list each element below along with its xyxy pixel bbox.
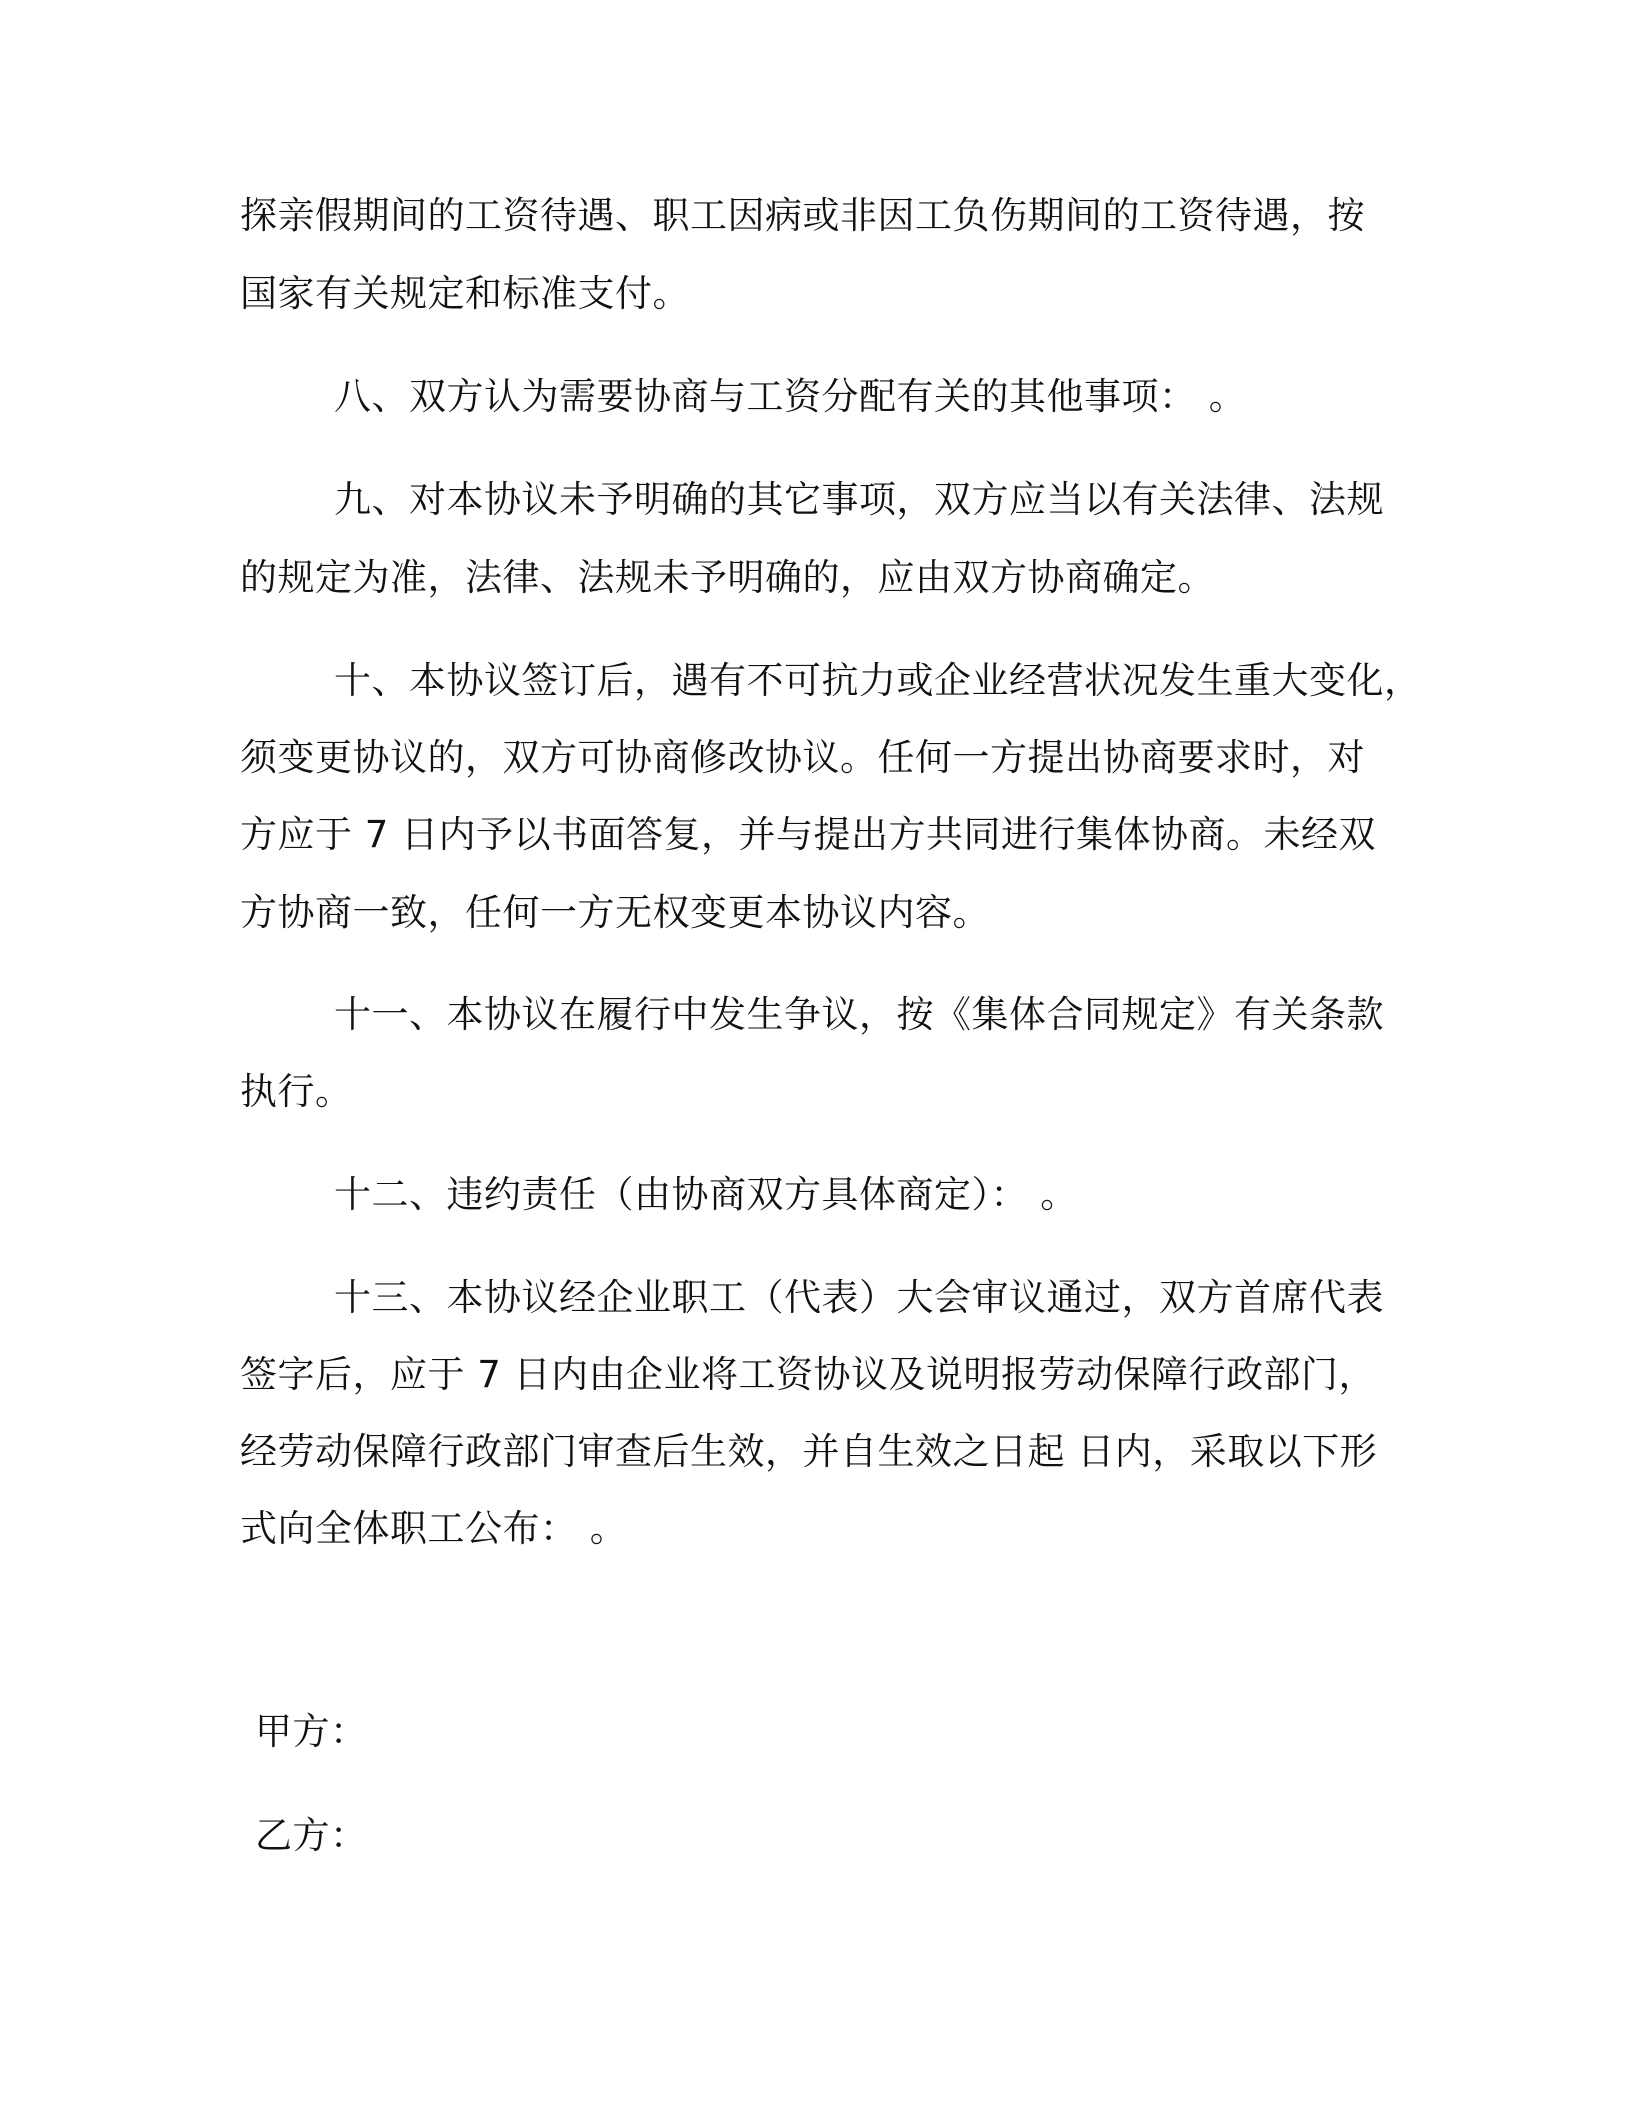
clause-13-line-2: 签字后，应于 7 日内由企业将工资协议及说明报劳动保障行政部门， (240, 1353, 1377, 1396)
clause-13-line-4: 式向全体职工公布： 。 (240, 1507, 628, 1550)
clause-9-line-1: 九、对本协议未予明确的其它事项，双方应当以有关法律、法规 (334, 478, 1384, 521)
clause-11-line-1: 十一、本协议在履行中发生争议，按《集体合同规定》有关条款 (334, 993, 1384, 1036)
clause-13-line-3: 经劳动保障行政部门审查后生效，并自生效之日起 日内，采取以下形 (240, 1430, 1378, 1473)
party-b-label: 乙方： (255, 1814, 368, 1857)
clause-11-line-2: 执行。 (240, 1070, 353, 1113)
clause-9-line-2: 的规定为准，法律、法规未予明确的，应由双方协商确定。 (240, 556, 1215, 599)
paragraph-7-line-3: 国家有关规定和标准支付。 (240, 272, 690, 315)
clause-12: 十二、违约责任（由协商双方具体商定）： 。 (334, 1173, 1078, 1216)
clause-8: 八、双方认为需要协商与工资分配有关的其他事项： 。 (334, 375, 1247, 418)
clause-10-line-4: 方协商一致，任何一方无权变更本协议内容。 (240, 891, 990, 934)
clause-10-line-3: 方应于 7 日内予以书面答复，并与提出方共同进行集体协商。未经双 (240, 813, 1377, 856)
paragraph-7-line-2: 探亲假期间的工资待遇、职工因病或非因工负伤期间的工资待遇，按 (240, 194, 1365, 237)
clause-10-line-2: 须变更协议的，双方可协商修改协议。任何一方提出协商要求时，对 (240, 736, 1365, 779)
party-a-label: 甲方： (255, 1710, 368, 1753)
clause-13-line-1: 十三、本协议经企业职工（代表）大会审议通过，双方首席代表 (334, 1276, 1384, 1319)
clause-10-line-1: 十、本协议签订后，遇有不可抗力或企业经营状况发生重大变化， (334, 659, 1422, 702)
